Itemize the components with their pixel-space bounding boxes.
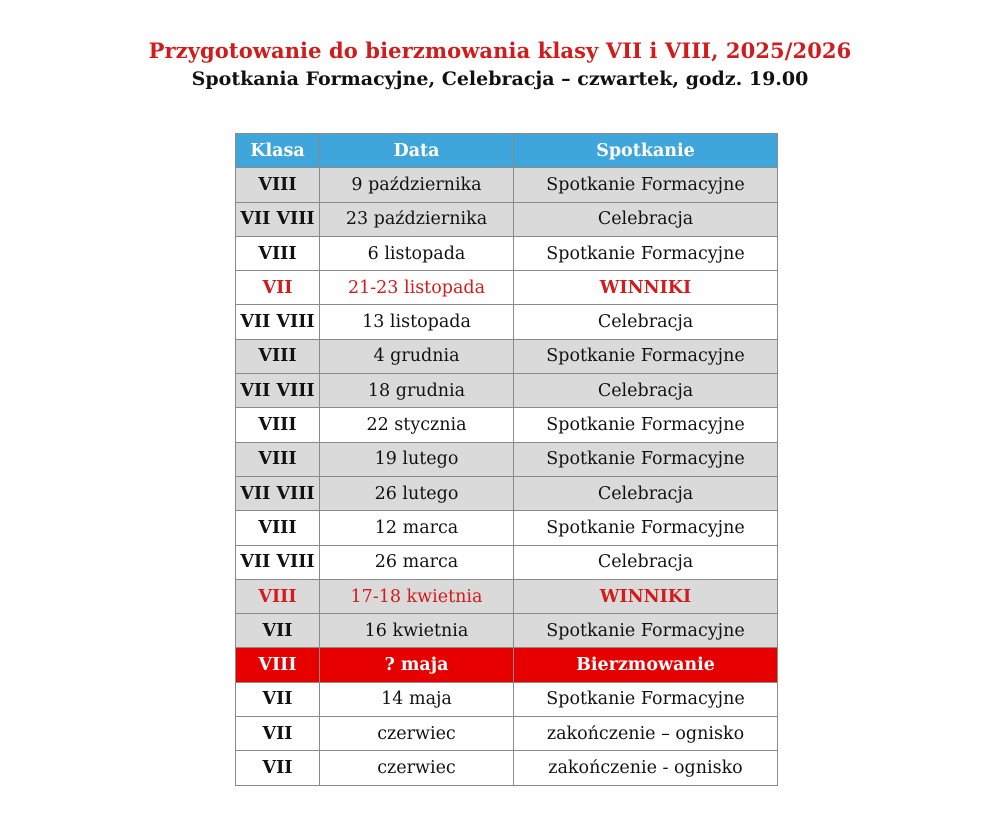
schedule-table [235, 133, 778, 786]
table-row [236, 374, 778, 408]
page-subtitle: Spotkania Formacyjne, Celebracja – czwartek, godz. 19.00 [191, 68, 809, 90]
cell-spotkanie: Celebracja [514, 545, 778, 579]
cell-data: 23 października [320, 202, 514, 236]
cell-klasa: VIII [236, 408, 320, 442]
column-header-klasa: Klasa [236, 134, 320, 168]
table-row [236, 442, 778, 476]
cell-klasa: VII [236, 751, 320, 785]
cell-data: 16 kwietnia [320, 614, 514, 648]
table-body [236, 168, 778, 785]
cell-spotkanie: Spotkanie Formacyjne [514, 168, 778, 202]
cell-spotkanie: WINNIKI [514, 271, 778, 305]
cell-klasa: VII [236, 614, 320, 648]
cell-klasa: VIII [236, 579, 320, 613]
cell-klasa: VII [236, 682, 320, 716]
cell-data: 17-18 kwietnia [320, 579, 514, 613]
table-row [236, 168, 778, 202]
cell-klasa: VII VIII [236, 476, 320, 510]
cell-data: 18 grudnia [320, 374, 514, 408]
cell-data: 6 listopada [320, 236, 514, 270]
cell-spotkanie: Bierzmowanie [514, 648, 778, 682]
cell-klasa: VIII [236, 339, 320, 373]
cell-klasa: VII [236, 717, 320, 751]
cell-data: 21-23 listopada [320, 271, 514, 305]
cell-klasa: VIII [236, 511, 320, 545]
cell-spotkanie: Spotkanie Formacyjne [514, 614, 778, 648]
cell-data: czerwiec [320, 717, 514, 751]
cell-spotkanie: Celebracja [514, 374, 778, 408]
cell-klasa: VIII [236, 236, 320, 270]
table-header-row [236, 134, 778, 168]
cell-spotkanie: Spotkanie Formacyjne [514, 511, 778, 545]
cell-klasa: VII VIII [236, 202, 320, 236]
table-row [236, 717, 778, 751]
cell-data: 19 lutego [320, 442, 514, 476]
table-row [236, 648, 778, 682]
cell-data: 12 marca [320, 511, 514, 545]
table-row [236, 579, 778, 613]
table-row [236, 305, 778, 339]
column-header-spotkanie: Spotkanie [514, 134, 778, 168]
cell-klasa: VII [236, 271, 320, 305]
table-row [236, 408, 778, 442]
page-title: Przygotowanie do bierzmowania klasy VII i VIII, 2025/2026 [148, 38, 852, 63]
cell-data: 13 listopada [320, 305, 514, 339]
table-row [236, 236, 778, 270]
cell-klasa: VII VIII [236, 305, 320, 339]
cell-klasa: VII VIII [236, 545, 320, 579]
table-row [236, 271, 778, 305]
table-row [236, 476, 778, 510]
table-row [236, 202, 778, 236]
cell-data: 26 marca [320, 545, 514, 579]
cell-klasa: VII VIII [236, 374, 320, 408]
table-row [236, 339, 778, 373]
cell-spotkanie: Spotkanie Formacyjne [514, 339, 778, 373]
cell-data: 22 stycznia [320, 408, 514, 442]
cell-data: czerwiec [320, 751, 514, 785]
cell-spotkanie: Celebracja [514, 305, 778, 339]
cell-spotkanie: zakończenie – ognisko [514, 717, 778, 751]
cell-data: ? maja [320, 648, 514, 682]
cell-spotkanie: WINNIKI [514, 579, 778, 613]
cell-spotkanie: Celebracja [514, 476, 778, 510]
column-header-data: Data [320, 134, 514, 168]
cell-spotkanie: Spotkanie Formacyjne [514, 408, 778, 442]
table-row [236, 682, 778, 716]
cell-spotkanie: Spotkanie Formacyjne [514, 442, 778, 476]
table-row [236, 511, 778, 545]
cell-klasa: VIII [236, 442, 320, 476]
cell-klasa: VIII [236, 168, 320, 202]
cell-spotkanie: zakończenie - ognisko [514, 751, 778, 785]
cell-data: 9 października [320, 168, 514, 202]
cell-spotkanie: Spotkanie Formacyjne [514, 682, 778, 716]
table-row [236, 751, 778, 785]
table-row [236, 545, 778, 579]
cell-spotkanie: Spotkanie Formacyjne [514, 236, 778, 270]
table-row [236, 614, 778, 648]
cell-klasa: VIII [236, 648, 320, 682]
cell-data: 4 grudnia [320, 339, 514, 373]
cell-data: 14 maja [320, 682, 514, 716]
cell-spotkanie: Celebracja [514, 202, 778, 236]
cell-data: 26 lutego [320, 476, 514, 510]
